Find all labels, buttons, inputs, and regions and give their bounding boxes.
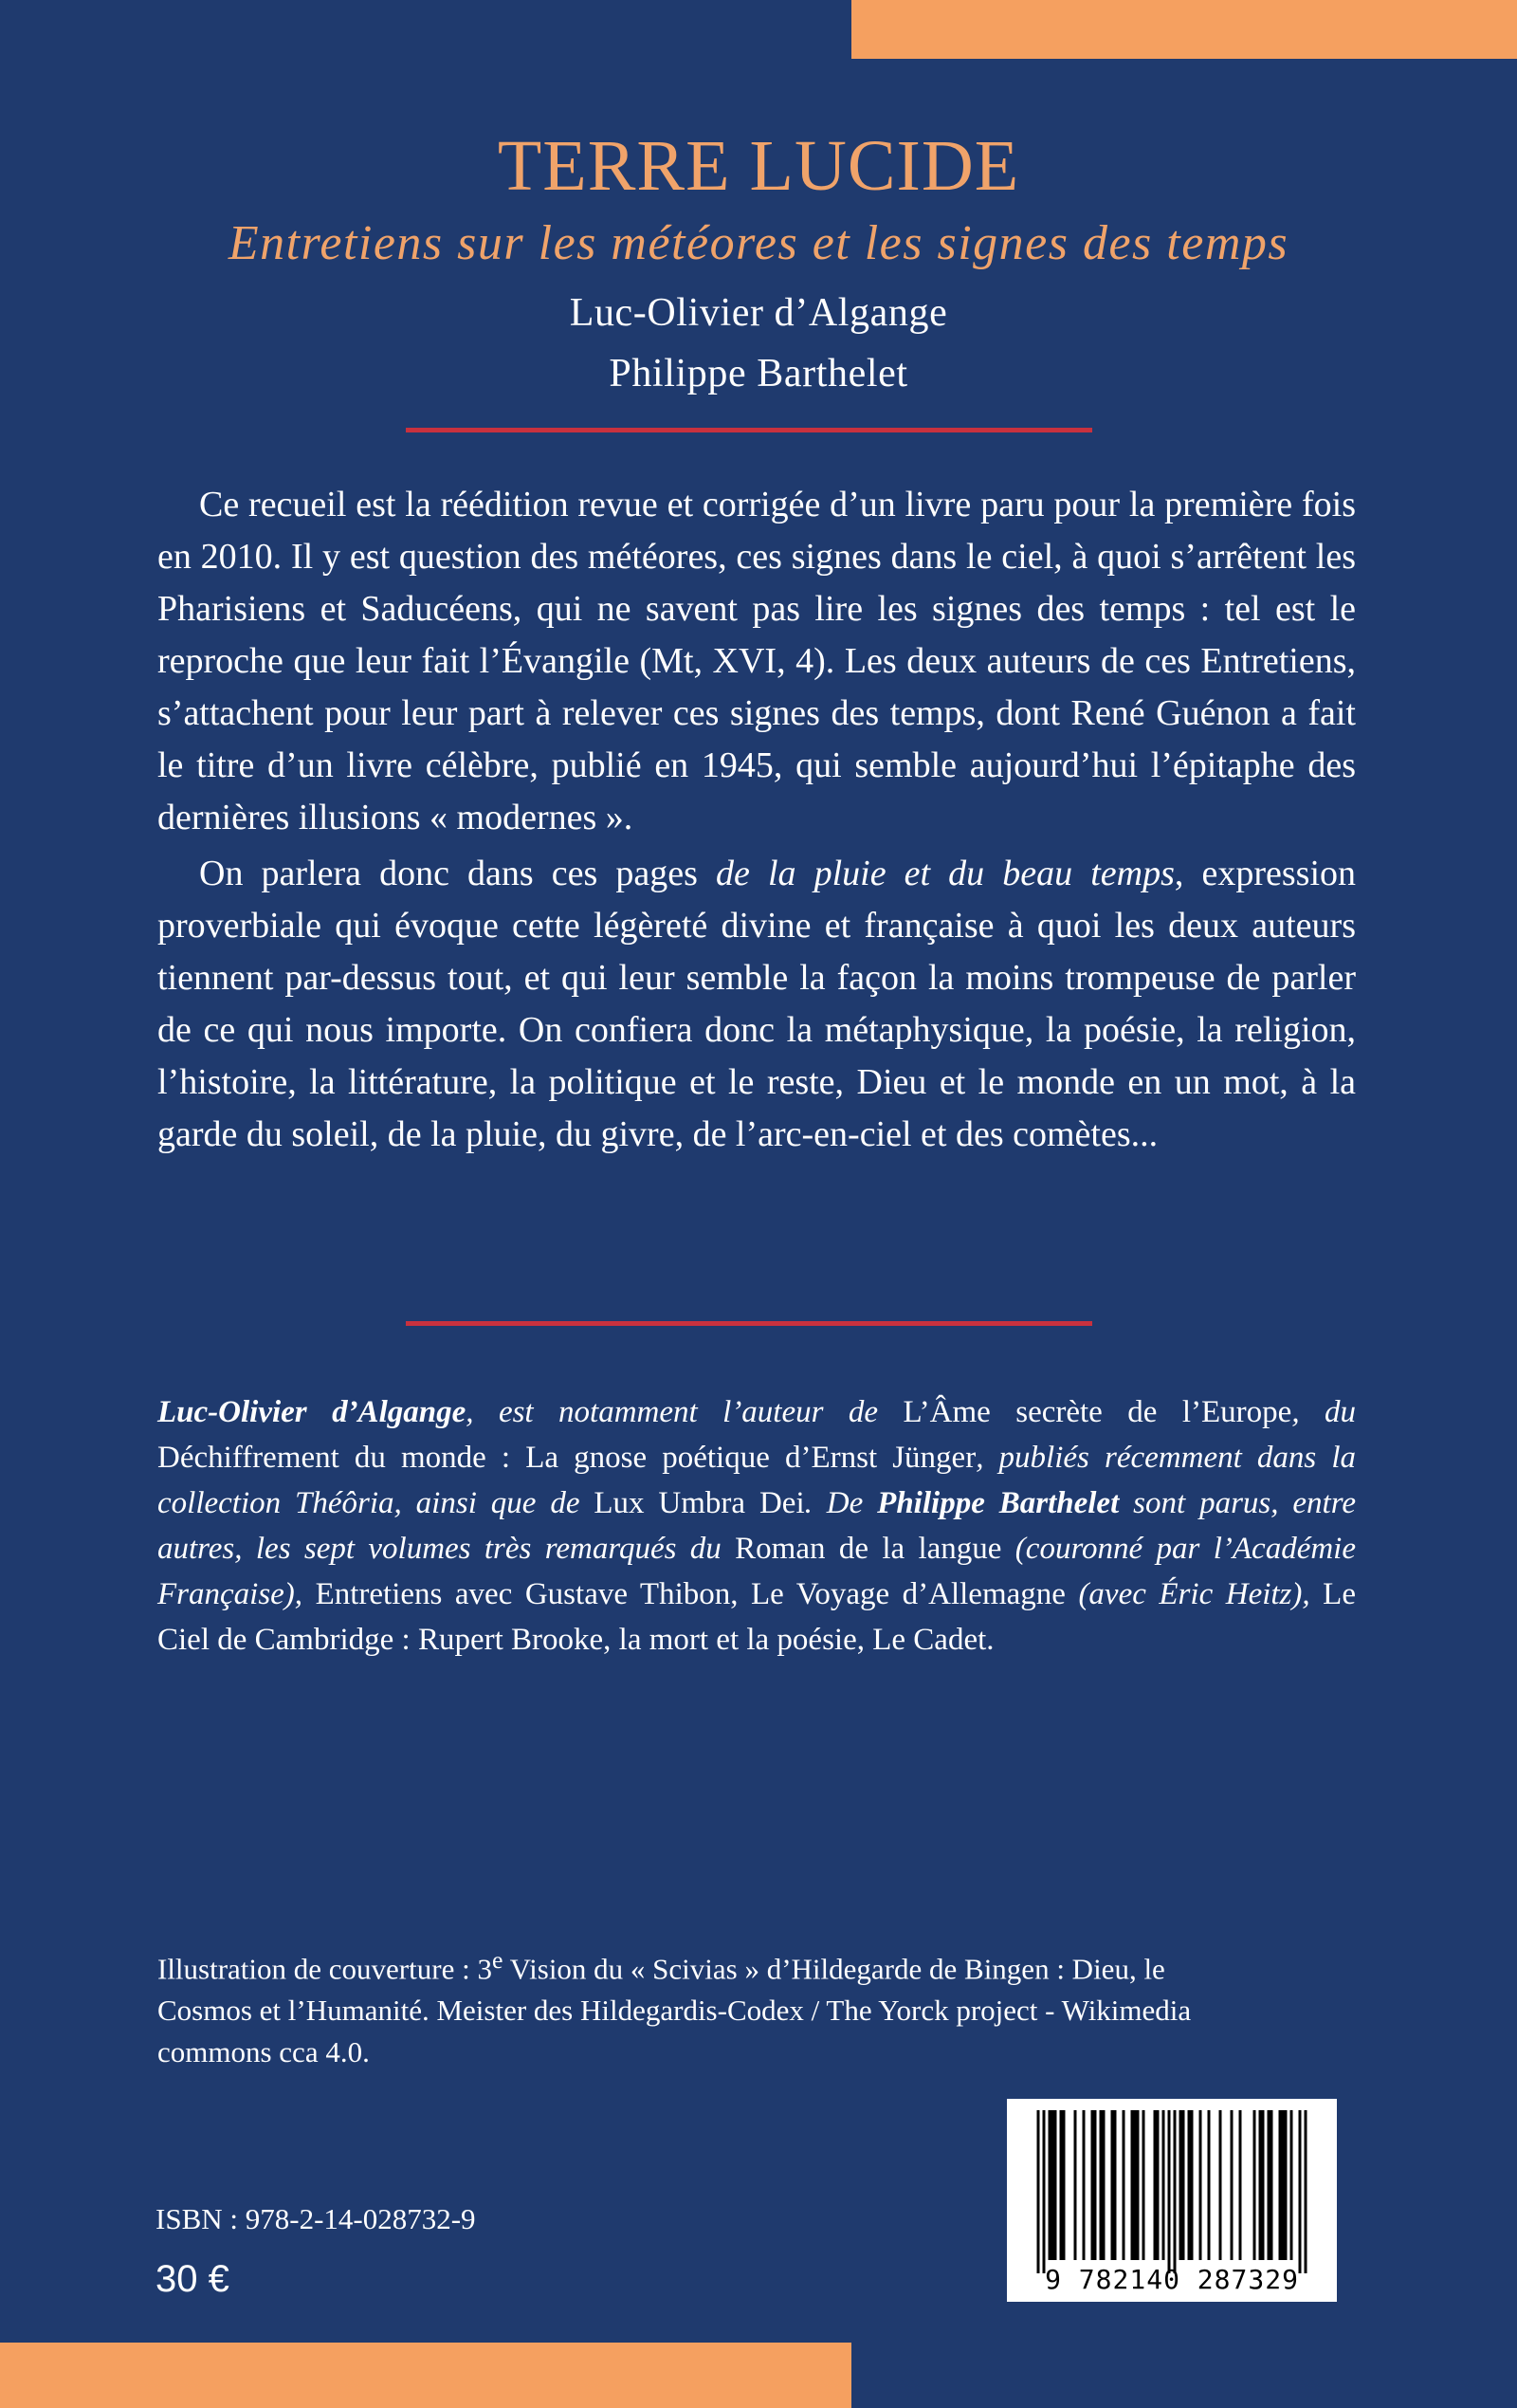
barcode-bar bbox=[1074, 2110, 1077, 2260]
barcode-bar bbox=[1060, 2110, 1063, 2260]
blurb-p2-text-end: , expression proverbiale qui évoque cette légèreté divine et française à quoi les deux auteurs tiennent par-dessus tout, et qui leur semble la façon la moins trompeuse de parler de ce qui nous importe. On confiera donc la métaphysique, la poésie, la religion, l’histoire, la littérature, la politique et le reste, Dieu et le monde en un mot, à la garde du soleil, de la pluie, du givre, de l’arc-en-ciel et des comètes... bbox=[157, 854, 1356, 1154]
barcode-bar bbox=[1100, 2110, 1103, 2260]
barcode-bar bbox=[1174, 2110, 1177, 2273]
divider-bottom bbox=[406, 1321, 1092, 1326]
barcode-bar bbox=[1270, 2110, 1273, 2260]
barcode-bar bbox=[1123, 2110, 1125, 2260]
author-2: Philippe Barthelet bbox=[609, 352, 908, 395]
blurb-p2-italic: de la pluie et du beau temps bbox=[716, 854, 1175, 893]
barcode-bar bbox=[1063, 2110, 1066, 2260]
barcode-bar bbox=[1299, 2110, 1302, 2273]
bio-author-2: Philippe Barthelet bbox=[877, 1486, 1120, 1520]
barcode-bar bbox=[1268, 2110, 1270, 2260]
credit-text-end: Vision du « Scivias » d’Hildegarde de Bingen : Dieu, le Cosmos et l’Humanité. Meister des Hildegardis-Codex / The Yorck project - Wikimedia commons cca 4.0. bbox=[157, 1952, 1192, 2069]
bio-works: Entretiens avec Gustave Thibon, Le Voyage d’Allemagne bbox=[302, 1577, 1066, 1611]
barcode-bar bbox=[1279, 2110, 1282, 2260]
barcode-bar bbox=[1037, 2110, 1040, 2273]
barcode-graphic bbox=[1007, 2099, 1337, 2302]
author-1: Luc-Olivier d’Algange bbox=[569, 291, 948, 335]
barcode-bar bbox=[1290, 2110, 1293, 2260]
barcode-bar bbox=[1134, 2110, 1137, 2260]
barcode-bar bbox=[1239, 2110, 1242, 2260]
barcode-bar bbox=[1182, 2110, 1185, 2260]
barcode-digits: 9 782140 287329 bbox=[1045, 2264, 1299, 2295]
barcode-bar bbox=[1103, 2110, 1106, 2260]
barcode-bar bbox=[1199, 2110, 1202, 2260]
isbn: ISBN : 978-2-14-028732-9 bbox=[155, 2202, 476, 2235]
credit-sup: e bbox=[491, 1946, 503, 1974]
bio-works: Le Ciel de Cambridge : Rupert Brooke, la mort et la poésie, Le Cadet. bbox=[157, 1577, 1356, 1657]
top-accent-band bbox=[851, 0, 1517, 59]
barcode-bar bbox=[1282, 2110, 1285, 2260]
barcode-bar bbox=[1051, 2110, 1054, 2260]
bio-text: sont parus, entre autres, les sept volumes très remarqués du bbox=[157, 1486, 1356, 1566]
barcode-bar bbox=[1131, 2110, 1134, 2260]
bio-text: (avec Éric Heitz), bbox=[1065, 1577, 1310, 1611]
divider-top bbox=[406, 428, 1092, 432]
bottom-accent-band bbox=[0, 2343, 851, 2408]
barcode bbox=[1007, 2099, 1337, 2302]
bio-work-2: Déchiffrement du monde : La gnose poétique d’Ernst Jünger bbox=[157, 1441, 977, 1475]
blurb-paragraph-1: Ce recueil est la réédition revue et corrigée d’un livre paru pour la première fois en 2010. Il y est question des météores, ces signes dans le ciel, à quoi s’arrêtent les Pharisiens et Saducéens, qui ne savent pas lire les signes des temps : tel est le reproche que leur fait l’Évangile (Mt, XVI, 4). Les deux auteurs de ces Entretiens, s’attachent pour leur part à relever ces signes des temps, dont René Guénon a fait le titre d’un livre célèbre, publié en 1945, qui semble aujourd’hui l’épitaphe des dernières illusions « modernes ». bbox=[157, 485, 1356, 837]
barcode-bar bbox=[1043, 2110, 1046, 2273]
barcode-bar bbox=[1188, 2110, 1191, 2260]
author-bio bbox=[157, 1389, 1356, 1663]
bio-work-1: L’Âme secrète de l’Europe bbox=[903, 1395, 1292, 1429]
barcode-bar bbox=[1162, 2110, 1165, 2260]
blurb bbox=[157, 479, 1356, 1161]
cover-header bbox=[0, 123, 1517, 402]
bio-text: , publiés récemment dans la collection Théôria, ainsi que de bbox=[157, 1441, 1356, 1520]
barcode-bar bbox=[1253, 2110, 1256, 2260]
barcode-bar bbox=[1091, 2110, 1094, 2260]
barcode-bars bbox=[1037, 2110, 1307, 2273]
bio-work-3: Lux Umbra Dei bbox=[594, 1486, 805, 1520]
barcode-bar bbox=[1154, 2110, 1157, 2260]
barcode-bar bbox=[1168, 2110, 1171, 2273]
barcode-bar bbox=[1111, 2110, 1114, 2260]
barcode-bar bbox=[1083, 2110, 1086, 2260]
barcode-bar bbox=[1157, 2110, 1160, 2260]
bio-work-4: Roman de la langue bbox=[735, 1532, 1002, 1566]
barcode-bar bbox=[1179, 2110, 1182, 2260]
price: 30 € bbox=[155, 2258, 229, 2300]
barcode-bar bbox=[1114, 2110, 1117, 2260]
blurb-paragraph-2 bbox=[157, 848, 1356, 1161]
barcode-bar bbox=[1094, 2110, 1097, 2260]
barcode-bar bbox=[1285, 2110, 1288, 2260]
barcode-bar bbox=[1262, 2110, 1265, 2260]
bio-text: (couronné par l’Académie Française), bbox=[157, 1532, 1357, 1611]
barcode-bar bbox=[1231, 2110, 1234, 2260]
barcode-bar bbox=[1054, 2110, 1057, 2260]
bio-text: . De bbox=[804, 1486, 878, 1520]
credit-text: Illustration de couverture : 3 bbox=[157, 1952, 492, 1986]
book-subtitle: Entretiens sur les météores et les signes des temps bbox=[228, 216, 1289, 270]
barcode-bar bbox=[1142, 2110, 1145, 2260]
barcode-bar bbox=[1191, 2110, 1194, 2260]
bio-author-1: Luc-Olivier d’Algange bbox=[157, 1395, 466, 1429]
barcode-bar bbox=[1137, 2110, 1140, 2260]
barcode-bar bbox=[1305, 2110, 1307, 2273]
cover-illustration-credit bbox=[157, 1939, 1248, 2073]
barcode-bar bbox=[1259, 2110, 1262, 2260]
barcode-bar bbox=[1208, 2110, 1211, 2260]
bio-text: , du bbox=[1291, 1395, 1357, 1429]
bio-text: , est notamment l’auteur de bbox=[466, 1395, 904, 1429]
blurb-p2-text: On parlera donc dans ces pages bbox=[199, 854, 716, 893]
book-title: TERRE LUCIDE bbox=[497, 126, 1020, 206]
barcode-bar bbox=[1219, 2110, 1222, 2260]
barcode-bar bbox=[1049, 2110, 1051, 2260]
